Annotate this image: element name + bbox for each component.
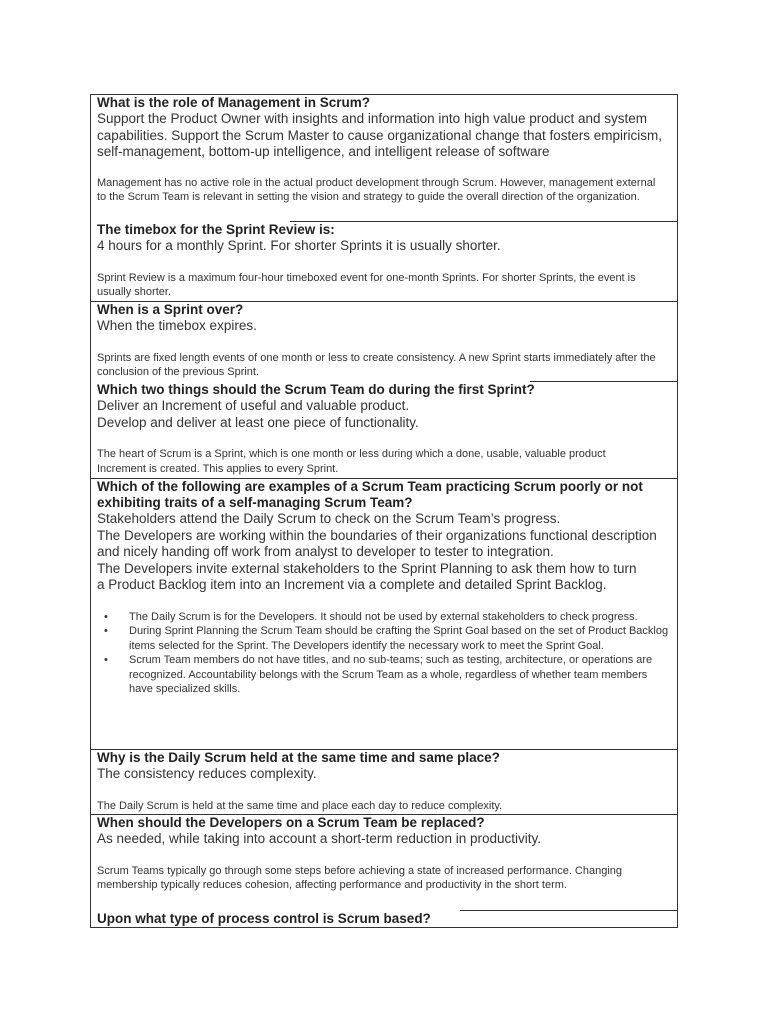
- qa-item-daily-scrum: [90, 750, 678, 813]
- qa-item-sprint-review: [90, 222, 678, 300]
- explanation: Sprint Review is a maximum four-hour timeboxed event for one-month Sprints. For shorter Sprints, the event is usually shorter.: [97, 271, 636, 298]
- question: Why is the Daily Scrum held at the same time and same place?: [97, 750, 500, 765]
- answer: Stakeholders attend the Daily Scrum to check on the Scrum Team’s progress.: [97, 511, 561, 526]
- explanation-bullet: • During Sprint Planning the Scrum Team should be crafting the Sprint Goal based on the set of Product Backlog items selected for the Sprint. The Developers identify the necessary work to meet the Sprint Goal.: [97, 624, 669, 653]
- answer: The Developers invite external stakeholders to the Sprint Planning to ask them how to turn a Product Backlog item into an Increment via a complete and detailed Sprint Backlog.: [97, 560, 637, 592]
- qa-item-process-control: [90, 911, 678, 927]
- qa-item-sprint-over: [90, 302, 678, 380]
- answer: Support the Product Owner with insights and information into high value product and system capabilities. Support the Scrum Master to cause organizational change that fosters empiricism, self-management, bottom-up intelligence, and intelligent release of software: [97, 111, 663, 159]
- answer: 4 hours for a monthly Sprint. For shorter Sprints it is usually shorter.: [97, 238, 501, 253]
- qa-item-management: [90, 95, 678, 205]
- qa-item-replace-developers: [90, 815, 678, 893]
- explanation-list: [97, 610, 671, 697]
- explanation-bullet: • The Daily Scrum is for the Developers. It should not be used by external stakeholders to check progress.: [97, 610, 669, 625]
- explanation-bullet: • Scrum Team members do not have titles, and no sub-teams; such as testing, architecture, or operations are recognized. Accountability belongs with the Scrum Team as a whole, regardless of whether team members have specialized skills.: [97, 653, 669, 697]
- explanation: The Daily Scrum is held at the same time and place each day to reduce complexity.: [97, 799, 503, 812]
- question: When is a Sprint over?: [97, 302, 244, 317]
- question: Upon what type of process control is Scrum based?: [97, 911, 431, 926]
- explanation: Sprints are fixed length events of one month or less to create consistency. A new Sprint starts immediately after the conclusion of the previous Sprint.: [97, 351, 656, 378]
- answer: As needed, while taking into account a short-term reduction in productivity.: [97, 831, 541, 846]
- answer: When the timebox expires.: [97, 318, 257, 333]
- answer: The Developers are working within the boundaries of their organizations functional description and nicely handing off work from analyst to developer to tester to integration.: [97, 527, 657, 559]
- question: What is the role of Management in Scrum?: [97, 95, 371, 110]
- answer: Develop and deliver at least one piece of functionality.: [97, 414, 419, 430]
- answer: Deliver an Increment of useful and valuable product.: [97, 398, 410, 413]
- question: The timebox for the Sprint Review is:: [97, 222, 335, 237]
- qa-item-poor-practice: [90, 479, 678, 697]
- explanation: Scrum Teams typically go through some steps before achieving a state of increased performance. Changing membership typically reduces cohesion, affecting performance and productivity in the short term.: [97, 864, 623, 891]
- qa-item-first-sprint: [90, 382, 678, 476]
- question: Which of the following are examples of a Scrum Team practicing Scrum poorly or not exhibiting traits of a self-managing Scrum Team?: [97, 479, 643, 510]
- explanation: The heart of Scrum is a Sprint, which is one month or less during which a done, usable, valuable product Increment is created. This applies to every Sprint.: [97, 448, 606, 475]
- question: Which two things should the Scrum Team do during the first Sprint?: [97, 382, 535, 397]
- explanation: Management has no active role in the actual product development through Scrum. However, management external to the Scrum Team is relevant in setting the vision and strategy to guide the overall direction of the organization.: [97, 176, 656, 203]
- answer: The consistency reduces complexity.: [97, 766, 317, 781]
- question: When should the Developers on a Scrum Team be replaced?: [97, 815, 485, 830]
